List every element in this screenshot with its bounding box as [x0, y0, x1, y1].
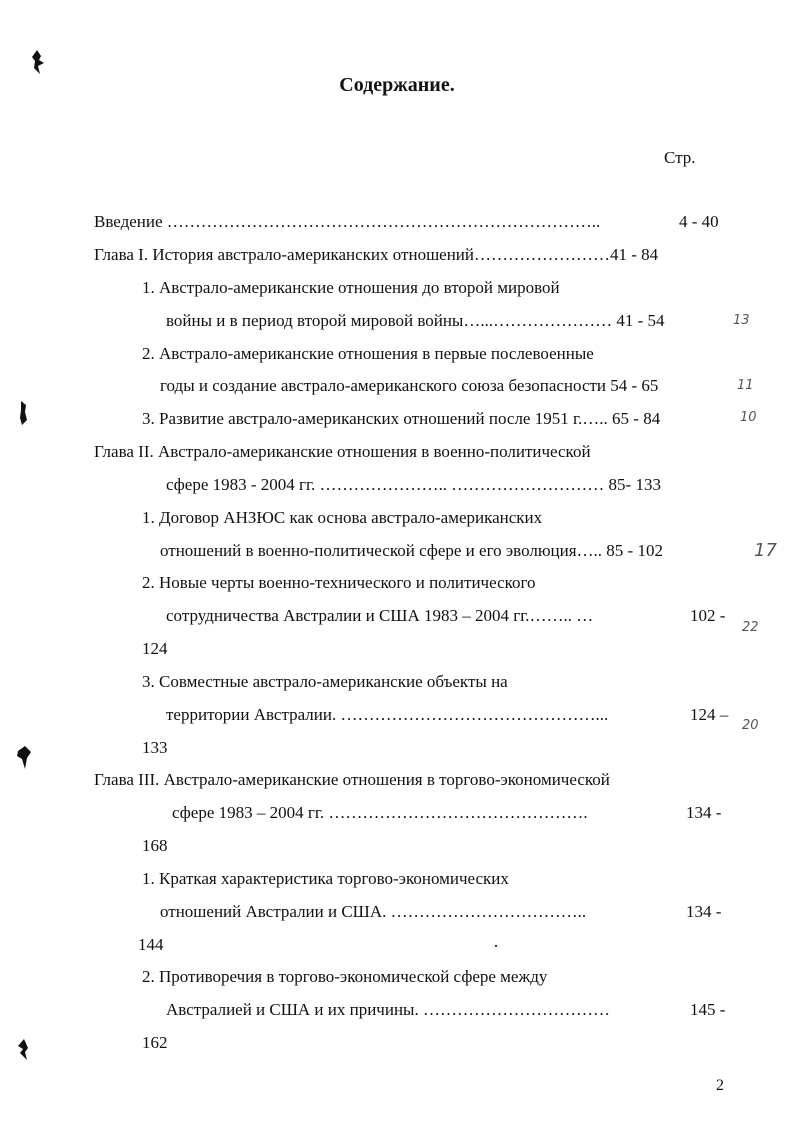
toc-line: территории Австралии. ………………………………………...: [166, 705, 609, 724]
toc-line: отношений в военно-политической сфере и его эволюция….. 85 - 102: [160, 541, 663, 560]
toc-page-range: 124 –: [690, 705, 729, 724]
toc-page-range: 134 -: [686, 902, 722, 921]
margin-note: 10: [740, 410, 757, 425]
toc-line: отношений Австралии и США. ……………………………..: [160, 902, 587, 921]
toc-page-range: 4 - 40: [679, 212, 719, 231]
toc-line: Глава I. История австрало-американских отношений……………………41 - 84: [94, 245, 659, 264]
binding-hole-mark: [17, 400, 29, 426]
margin-note: 20: [742, 718, 759, 733]
toc-line: 3. Совместные австрало-американские объекты на: [142, 672, 508, 691]
margin-note: 11: [737, 378, 754, 393]
toc-line: 144: [138, 935, 164, 954]
margin-note: 22: [742, 620, 759, 635]
page-column-header: Стр.: [664, 148, 696, 167]
margin-note: 13: [733, 313, 750, 328]
toc-line: Глава III. Австрало-американские отношения в торгово-экономической: [94, 770, 610, 789]
binding-hole-mark: [15, 745, 33, 771]
binding-hole-mark: [14, 1038, 32, 1062]
toc-line: 1. Договор АНЗЮС как основа австрало-американских: [142, 508, 543, 527]
page-number: 2: [716, 1077, 724, 1094]
toc-line: 2. Противоречия в торгово-экономической сфере между: [142, 967, 548, 986]
toc-line: 3. Развитие австрало-американских отношений после 1951 г.….. 65 - 84: [142, 409, 661, 428]
margin-note: 17: [754, 540, 777, 561]
toc-line: 2. Австрало-американские отношения в первые послевоенные: [142, 344, 594, 363]
toc-line: 124: [142, 639, 168, 658]
binding-hole-mark: [30, 48, 46, 76]
toc-page-range: 134 -: [686, 803, 722, 822]
toc-page-range: 145 -: [690, 1000, 726, 1019]
toc-line: сфере 1983 - 2004 гг. ………………….. ……………………… 85- 133: [166, 475, 661, 494]
toc-line: 168: [142, 836, 168, 855]
toc-line: войны и в период второй мировой войны…...………………… 41 - 54: [166, 311, 665, 330]
toc-line: 2. Новые черты военно-технического и политического: [142, 573, 536, 592]
toc-page-range: 102 -: [690, 606, 726, 625]
toc-line: годы и создание австрало-американского союза безопасности 54 - 65: [160, 376, 659, 395]
toc-line: 133: [142, 738, 168, 757]
toc-line: Введение …………………………………………………………………..: [94, 212, 601, 231]
toc-line: сфере 1983 – 2004 гг. ……………………………………….: [172, 803, 588, 822]
toc-line: 162: [142, 1033, 168, 1052]
toc-line: сотрудничества Австралии и США 1983 – 2004 гг.…….. …: [166, 606, 594, 625]
toc-line: Австралией и США и их причины. ……………………………: [166, 1000, 610, 1019]
page-title: Содержание.: [339, 74, 455, 96]
toc-line: 1. Австрало-американские отношения до второй мировой: [142, 278, 560, 297]
toc-line: 1. Краткая характеристика торгово-экономических: [142, 869, 509, 888]
toc-line: Глава II. Австрало-американские отношения в военно-политической: [94, 442, 591, 461]
speck-mark: [494, 944, 498, 948]
